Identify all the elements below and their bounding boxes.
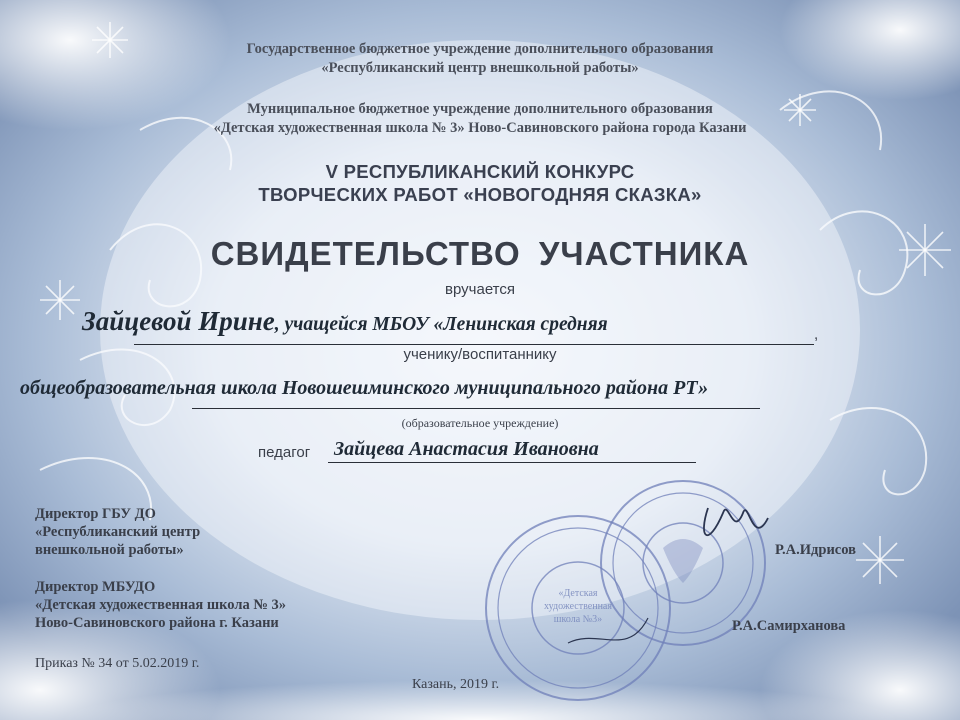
stamp-text-1: «Детская bbox=[558, 588, 598, 599]
order-reference: Приказ № 34 от 5.02.2019 г. bbox=[35, 656, 200, 671]
director2-name: Р.А.Самирханова bbox=[732, 618, 846, 634]
org2-name bbox=[0, 100, 960, 138]
contest-title bbox=[0, 160, 960, 206]
director1-name: Р.А.Идрисов bbox=[775, 542, 856, 558]
recipient-name: Зайцевой Ирине bbox=[82, 306, 275, 336]
contest-line2: ТВОРЧЕСКИХ РАБОТ «НОВОГОДНЯЯ СКАЗКА» bbox=[258, 184, 702, 205]
org2-line2: «Детская художественная школа № 3» Ново-Савиновского района города Казани bbox=[213, 120, 747, 136]
teacher-underline bbox=[328, 462, 696, 463]
org2-line1: Муниципальное бюджетное учреждение дополнительного образования bbox=[247, 101, 713, 117]
official-stamps bbox=[478, 468, 778, 708]
org1-line2: «Республиканский центр внешкольной работы» bbox=[321, 60, 639, 76]
recipient-underline bbox=[134, 344, 814, 345]
recipient-line bbox=[82, 306, 608, 337]
stamp-text-2: художественная bbox=[544, 601, 612, 612]
director2-block bbox=[35, 578, 286, 632]
org1-name bbox=[0, 40, 960, 78]
teacher-name: Зайцева Анастасия Ивановна bbox=[334, 438, 599, 460]
school-underline bbox=[192, 408, 760, 409]
teacher-label: педагог bbox=[258, 444, 311, 461]
school-name: общеобразовательная школа Новошешминского муниципального района РТ» bbox=[20, 377, 709, 399]
director1-title: Директор ГБУ ДО bbox=[35, 506, 156, 522]
director2-org-line1: «Детская художественная школа № 3» bbox=[35, 597, 287, 613]
contest-line1: V РЕСПУБЛИКАНСКИЙ КОНКУРС bbox=[325, 161, 635, 182]
recipient-comma: , bbox=[814, 326, 819, 343]
certificate-title: СВИДЕТЕЛЬСТВО УЧАСТНИКА bbox=[210, 235, 750, 272]
place-date: Казань, 2019 г. bbox=[412, 677, 500, 692]
director1-block bbox=[35, 505, 200, 559]
director2-org-line2: Ново-Савиновского района г. Казани bbox=[35, 615, 279, 631]
recipient-school-start: , учащейся МБОУ «Ленинская средняя bbox=[274, 314, 608, 335]
director1-org-line2: внешкольной работы» bbox=[35, 542, 184, 558]
director1-org-line1: «Республиканский центр bbox=[35, 524, 201, 540]
awarded-label: вручается bbox=[445, 281, 515, 298]
director2-title: Директор МБУДО bbox=[35, 579, 156, 595]
org1-line1: Государственное бюджетное учреждение дополнительного образования bbox=[246, 41, 714, 57]
stamp-text-3: школа №3» bbox=[553, 614, 603, 625]
student-label: ученику/воспитаннику bbox=[403, 346, 557, 363]
institution-caption: (образовательное учреждение) bbox=[401, 416, 559, 430]
